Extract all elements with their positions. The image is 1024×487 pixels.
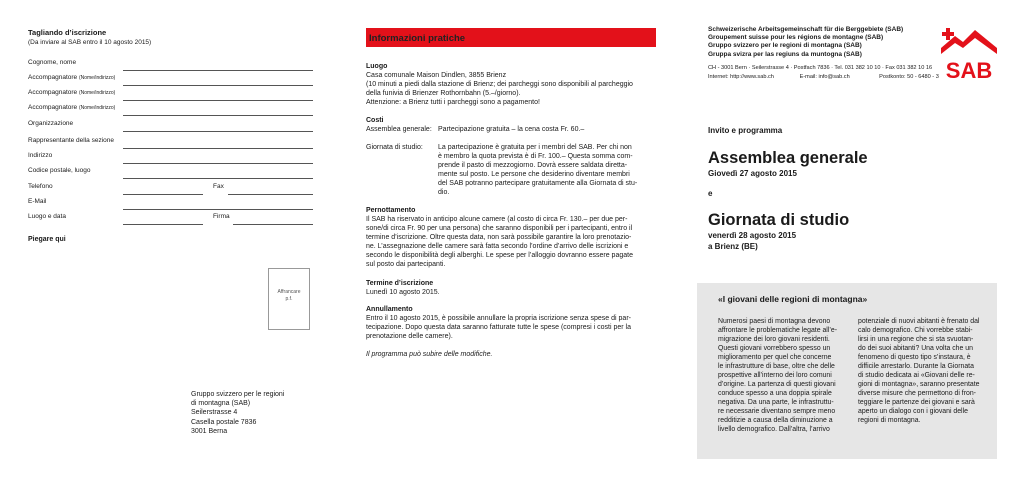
field-cognome-nome[interactable]: Cognome, nome [28,59,313,71]
field-luogo-data-firma[interactable] [28,213,313,225]
section-luogo: Luogo Casa comunale Maison Dindlen, 3855 Brienz (10 minuti a piedi dalla stazione di Brienz; dei parcheggi sono disponibili al parcheggio della funivia di Brienzer Rothornbahn (5.–/giorno). Attenzione: a Brienz tutti i parcheggi sono a pagamento! [366,63,633,106]
field-telefono-fax[interactable] [28,183,313,195]
firma-input-line[interactable] [233,224,313,225]
program-note: Il programma può subire delle modifiche. [366,351,493,358]
topic-title: «I giovani delle regioni di montagna» [718,294,868,304]
return-address: Gruppo svizzero per le regioni di montagna (SAB) Seilerstrasse 4 Casella postale 7836 3001 Berna [191,391,285,435]
section-annullamento: Annullamento Entro il 10 agosto 2015, è possibile annullare la propria iscrizione senza spese di par- tecipazione. Dopo questa data saranno fatturate tutte le spese (compresi i costi per la prenotazione delle camere). [366,306,631,340]
form-title: Tagliando d’iscrizione [28,28,107,37]
input-line[interactable] [123,163,313,164]
title-assemblea: Assemblea generale [708,149,868,167]
field-indirizzo[interactable]: Indirizzo [28,152,313,164]
input-line[interactable] [123,178,313,179]
firma-label: Firma [213,213,230,220]
info-panel [366,28,656,47]
telefono-label: Telefono [28,183,53,190]
section-termine: Termine d’iscrizione Lunedì 10 agosto 2015. [366,280,440,296]
date-giornata: venerdì 28 agosto 2015 a Brienz (BE) [708,231,797,251]
form-subtitle: (Da inviare al SAB entro il 10 agosto 2015) [28,39,152,46]
stamp-box: Affrancare p.f. [268,268,310,330]
field-accompagnatore-1[interactable]: Accompagnatore (Nome/indirizzo) [28,74,313,86]
luogo-data-label: Luogo e data [28,213,66,220]
input-line[interactable] [123,85,313,86]
section-costi: Costi Assemblea generale: Partecipazione gratuita – la cena costa Fr. 60.– Giornata di studio: La partecipazione è gratuita per i membri del SAB. Per chi non è membro la quota prevista è di Fr. 100.– Questa somma com- prende il pasto di mezzogiorno. Dovrà essere saldata diretta- mente sul posto. Le persone che desiderino diventare membri del SAB potranno partecipare gratuitamente alla Giornata di stu- dio. [366,117,638,196]
telefono-input-line[interactable] [123,194,203,195]
organization-names: Schweizerische Arbeitsgemeinschaft für die Berggebiete (SAB) Groupement suisse pour les régions de montagne (SAB) Gruppo svizzero per le regioni di montagna (SAB) Gruppa svizra per las regiuns da muntogna (SAB) [708,26,904,58]
and-label: e [708,189,713,198]
input-line[interactable] [123,148,313,149]
topic-text-col-1: Numerosi paesi di montagna devono affrontare le problematiche legate all’e- migrazione dei loro giovani residenti. Questi giovani vorrebbero spesso un miglioramento per quel che concerne le infrastrutture di base, oltre che delle prospettive all’interno dei loro comuni d’origine. La partenza di questi giovani conduce spesso a una doppia spirale negativa. Da una parte, le infrastruttu- re necessarie diventano sempre meno redditizie a causa della diminuzione a livello demografico. Dall’altra, l’arrivo [718,318,837,433]
field-accompagnatore-3[interactable]: Accompagnatore (Nome/indirizzo) [28,104,313,116]
field-organizzazione[interactable]: Organizzazione [28,120,313,132]
topic-text-col-2: potenziale di nuovi abitanti è frenato dal calo demografico. Chi vorrebbe stabi- lirsi in una regione che si sta svuotan- do dei suoi abitanti? Una volta che un fenomeno di questo tipo s’instaura, è difficile arrestarlo. Durante la Giornata di studio dedicata ai «Giovani delle re- gioni di montagna», saranno presentate diverse misure che permettono di fron- teggiare le partenze dei giovani e sarà aperto un dialogo con i giovani delle regioni di montagna. [858,318,980,424]
info-header: Informazioni pratiche [366,28,656,47]
date-assemblea: Giovedì 27 agosto 2015 [708,169,797,178]
field-codice-postale[interactable]: Codice postale, luogo [28,167,313,179]
title-giornata: Giornata di studio [708,211,850,229]
sab-logo [941,26,997,82]
input-line[interactable] [123,115,313,116]
input-line[interactable] [123,131,313,132]
email-label: E-Mail [28,198,47,205]
section-pernottamento: Pernottamento Il SAB ha riservato in anticipo alcune camere (al costo di circa Fr. 130.– per due per- sone/di circa Fr. 90 per una persona) che saranno disponibili per i partecipanti, entro il termine d’iscrizione. Oltre questa data, non sarà possibile garantire la loro prenotazio- ne. L’assegnazione delle camere sarà fatta secondo l’ordine d’arrivo delle iscrizioni e secondo le disponibilità degli alberghi. Le spese per l’alloggio dovranno essere pagate sul posto dai partecipanti. [366,207,633,268]
input-line[interactable] [123,70,313,71]
svg-text:SAB: SAB [945,58,993,82]
input-line[interactable] [123,100,313,101]
fax-input-line[interactable] [228,194,313,195]
contact-info: CH - 3001 Bern · Seilerstrasse 4 · Postfach 7836 · Tel. 031 382 10 10 · Fax 031 382 10 16 Internet: http://www.sab.ch E-mail: info@sab.ch Postkonto: 50 - 6480 - 3 [708,65,939,80]
registration-form-header [28,28,313,46]
field-rappresentante[interactable]: Rappresentante della sezione [28,137,313,149]
luogo-data-input-line[interactable] [123,224,203,225]
invite-label: Invito e programma [708,126,783,135]
email-input-line[interactable] [123,209,313,210]
fold-here-label: Piegare qui [28,236,66,243]
field-accompagnatore-2[interactable]: Accompagnatore (Nome/indirizzo) [28,89,313,101]
field-email[interactable] [28,198,313,210]
fax-label: Fax [213,183,224,190]
